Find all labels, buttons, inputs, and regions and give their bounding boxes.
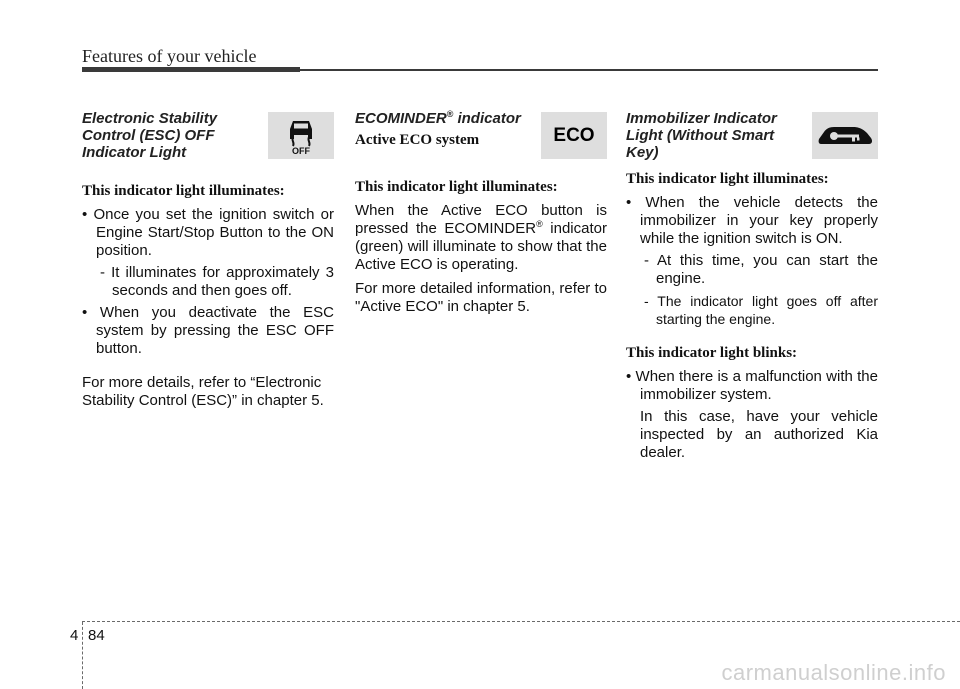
column-ecominder [355,110,607,322]
ecominder-heading-registered: ® [446,109,454,119]
ecominder-heading-main: ECOMINDER [355,110,447,127]
esc-off-reference: For more details, refer to “Electronic Stability Control (ESC)” in chapter 5. [82,374,324,409]
page-header-title: Features of your vehicle [82,46,257,66]
eco-icon [541,112,607,159]
ecominder-reference: For more detailed information, refer to "Active ECO" in chapter 5. [355,280,607,315]
chapter-number: 4 [70,627,79,644]
immobilizer-blinks-label: This indicator light blinks: [626,345,798,361]
immobilizer-dealer-note: In this case, have your vehicle inspected by an authorized Kia dealer. [640,408,878,461]
esc-off-icon [268,112,334,159]
ecominder-illuminates-label: This indicator light illuminates: [355,179,558,195]
esc-off-bullet-deactivate-text: When you deactivate the ESC system by pressing the ESC OFF button. [96,304,334,357]
ecominder-description [355,202,607,274]
immobilizer-heading-block [626,110,878,162]
header-bar-thick [82,67,300,72]
esc-off-bullet-ignition: • Once you set the ignition switch or Engine Start/Stop Button to the ON position. [82,206,334,259]
esc-off-dash-seconds: - It illuminates for approximately 3 seconds and then goes off. [100,264,334,299]
page-number: 84 [88,627,105,644]
column-immobilizer [626,110,878,462]
immobilizer-key-icon [812,112,878,159]
immobilizer-key-icon-graphic [815,120,875,152]
watermark: carmanualsonline.info [721,660,946,685]
esc-off-bullet-deactivate: • When you deactivate the ESC system by pressing the ESC OFF button. [82,304,334,357]
footer-divider [82,621,960,622]
esc-off-bullet-ignition-text: Once you set the ignition switch or Engine Start/Stop Button to the ON position. [93,206,334,259]
esc-off-heading-block [82,110,334,162]
header-bar-thin [300,69,878,71]
immobilizer-bullet-malfunction-text: When there is a malfunction with the immobilizer system. [635,368,878,403]
ecominder-description-a: When the Active ECO button is pressed the ECOMINDER [355,202,607,237]
immobilizer-heading: Immobilizer Indicator Light (Without Smart Key) [626,110,777,161]
esc-off-icon-graphic [281,116,321,156]
immobilizer-bullet-malfunction: • When there is a malfunction with the immobilizer system. [626,368,878,403]
column-esc-off [82,110,334,416]
ecominder-description-b: indicator (green) will illuminate to show that the Active ECO is operating. [355,220,607,273]
ecominder-heading-suffix: indicator [453,110,521,127]
immobilizer-dash-start: - At this time, you can start the engine. [644,252,878,287]
esc-off-icon-label: OFF [292,145,310,156]
footer-vertical-divider [82,622,83,689]
esc-off-illuminates-label: This indicator light illuminates: [82,183,285,199]
esc-off-heading: Electronic Stability Control (ESC) OFF Indicator Light [82,110,218,161]
eco-icon-label: ECO [553,124,595,146]
ecominder-description-registered: ® [536,219,543,229]
immobilizer-dash-goes-off: - The indicator light goes off after starting the engine. [644,293,878,327]
ecominder-heading-block [355,110,607,162]
immobilizer-illuminates-label: This indicator light illuminates: [626,171,829,187]
immobilizer-bullet-detects-text: When the vehicle detects the immobilizer in your key properly while the ignition switch is ON. [640,194,878,247]
ecominder-subheading: Active ECO system [355,132,480,148]
immobilizer-bullet-detects: • When the vehicle detects the immobilizer in your key properly while the ignition switch is ON. [626,194,878,247]
